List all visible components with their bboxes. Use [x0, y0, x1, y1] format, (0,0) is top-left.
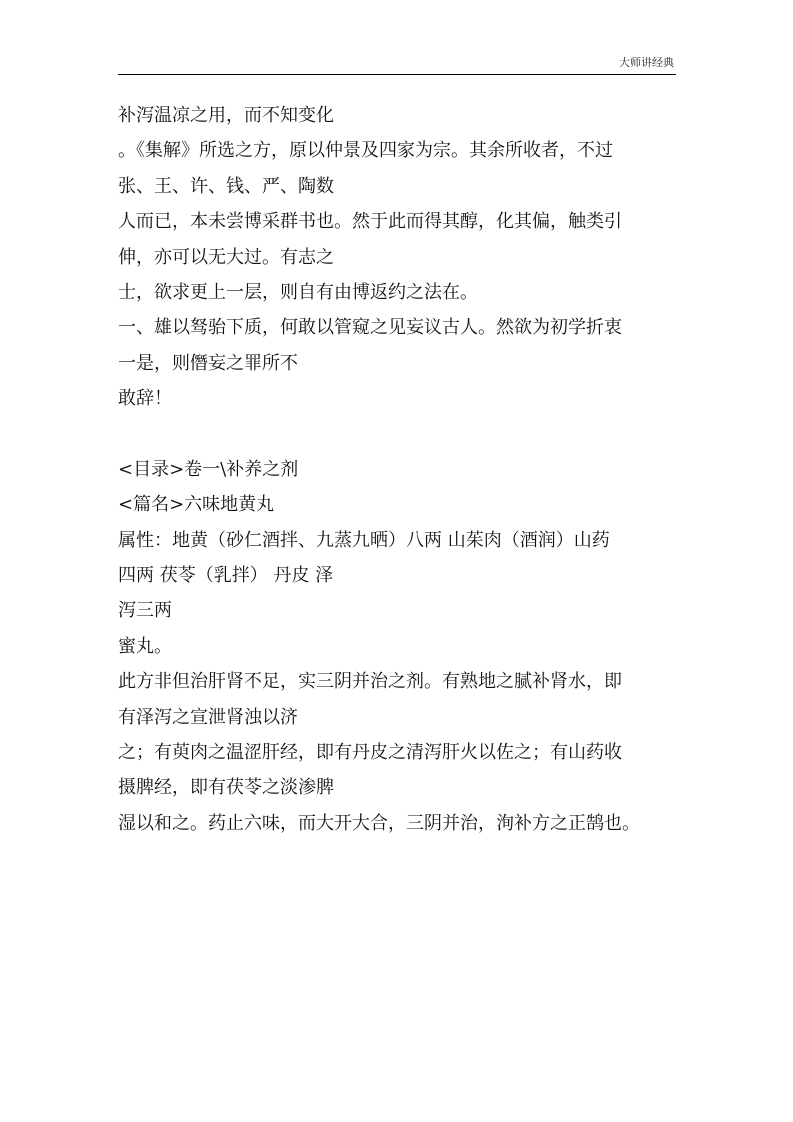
text-line: 此方非但治肝肾不足，实三阴并治之剂。有熟地之腻补肾水，即 [118, 671, 622, 693]
text-line: 一、雄以驽骀下质，何敢以管窥之见妄议古人。然欲为初学折衷 [118, 317, 622, 339]
text-line: 有泽泻之宣泄肾浊以济 [118, 706, 298, 728]
page-header [118, 56, 676, 75]
document-body [118, 98, 678, 841]
text-line: 蜜丸。 [118, 635, 172, 657]
blank-line [118, 417, 678, 452]
header-title: 大师讲经典 [619, 56, 674, 69]
text-line: 泻三两 [118, 600, 172, 622]
text-line: 敢辞！ [118, 388, 172, 410]
text-line: 摄脾经，即有茯苓之淡渗脾 [118, 777, 334, 799]
text-line: 属性：地黄（砂仁酒拌、九蒸九晒）八两 山茱肉（酒润）山药 [118, 529, 610, 551]
text-line: 。《集解》所选之方，原以仲景及四家为宗。其余所收者，不过 [118, 140, 613, 162]
text-line: 四两 茯苓（乳拌） 丹皮 泽 [118, 565, 334, 587]
text-line: 一是，则僭妄之罪所不 [118, 352, 298, 374]
text-line: 之；有萸肉之温涩肝经，即有丹皮之清泻肝火以佐之；有山药收 [118, 742, 622, 764]
text-line: 伸，亦可以无大过。有志之 [118, 246, 334, 268]
text-line: 湿以和之。药止六味，而大开大合，三阴并治，洵补方之正鹄也。 [118, 812, 640, 834]
section-title: <篇名>六味地黄丸 [118, 494, 275, 516]
text-line: 补泻温凉之用，而不知变化 [118, 105, 334, 126]
catalog-heading: <目录>卷一\补养之剂 [118, 458, 299, 480]
text-line: 张、王、许、钱、严、陶数 [118, 175, 334, 197]
text-line: 人而已，本未尝博采群书也。然于此而得其醇，化其偏，触类引 [118, 211, 622, 233]
text-line: 士，欲求更上一层，则自有由博返约之法在。 [118, 281, 478, 303]
